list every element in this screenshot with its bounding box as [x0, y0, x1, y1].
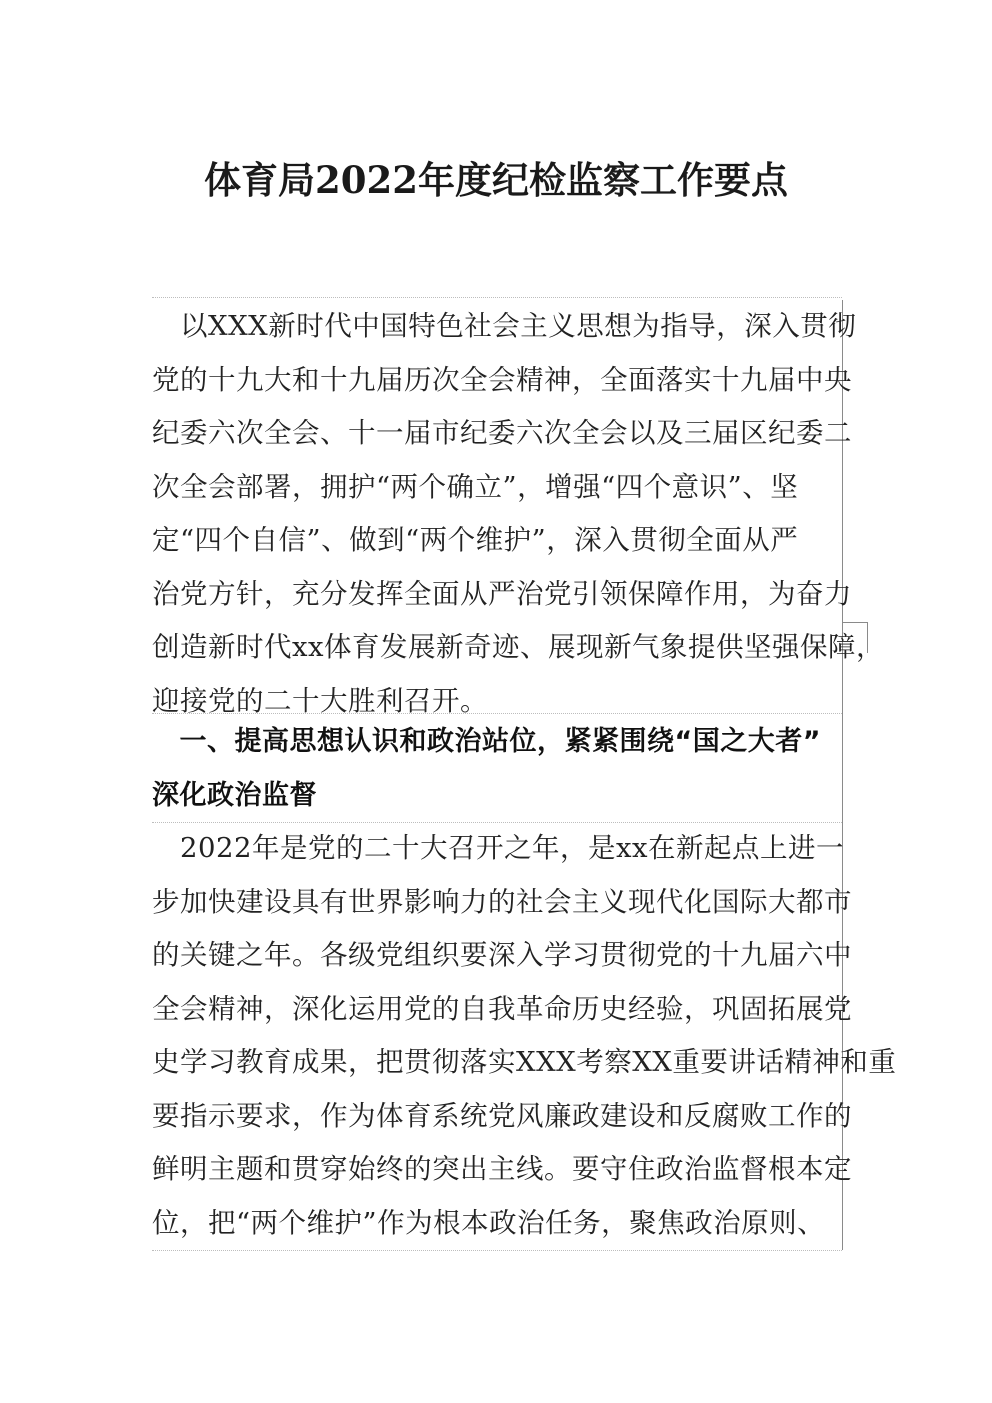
paragraph-top-rule: [152, 297, 842, 298]
paragraph-line: 次全会部署，拥护“两个确立”，增强“四个意识”、坚: [152, 470, 799, 503]
paragraph-line: 全会精神，深化运用党的自我革命历史经验，巩固拓展党: [152, 992, 852, 1025]
paragraph-intro: [152, 300, 885, 728]
paragraph-line: 纪委六次全会、十一届市纪委六次全会以及三届区纪委二: [152, 417, 852, 449]
margin-edge-mark: [843, 622, 868, 653]
paragraph-section-1: [152, 822, 897, 1250]
paragraph-line: 创造新时代xx体育发展新奇迹、展现新气象提供坚强保障，: [152, 631, 885, 663]
paragraph-line: 的关键之年。各级党组织要深入学习贯彻党的十九届六中: [152, 939, 852, 971]
paragraph-line: 迎接党的二十大胜利召开。: [152, 684, 488, 717]
section-divider-rule: [152, 713, 842, 714]
paragraph-line: 以XXX新时代中国特色社会主义思想为指导，深入贯彻: [152, 310, 857, 342]
paragraph-line: 步加快建设具有世界影响力的社会主义现代化国际大都市: [152, 885, 852, 918]
paragraph-line: 2022年是党的二十大召开之年，是xx在新起点上进一: [152, 832, 845, 864]
paragraph-bottom-rule: [152, 1250, 842, 1251]
paragraph-line: 位，把“两个维护”作为根本政治任务，聚焦政治原则、: [152, 1206, 826, 1239]
paragraph-line: 定“四个自信”、做到“两个维护”，深入贯彻全面从严: [152, 524, 799, 556]
heading-line: 深化政治监督: [152, 779, 317, 811]
paragraph-line: 史学习教育成果，把贯彻落实XXX考察XX重要讲话精神和重: [152, 1046, 897, 1078]
document-title: 体育局2022年度纪检监察工作要点: [204, 158, 788, 202]
paragraph-line: 党的十九大和十九届历次全会精神，全面落实十九届中央: [152, 363, 852, 396]
paragraph-line: 要指示要求，作为体育系统党风廉政建设和反腐败工作的: [152, 1099, 852, 1132]
heading-line: 一、提高思想认识和政治站位，紧紧围绕“国之大者”: [152, 726, 821, 757]
section-heading-1: [152, 715, 843, 822]
paragraph-line: 鲜明主题和贯穿始终的突出主线。要守住政治监督根本定: [152, 1153, 852, 1185]
paragraph-line: 治党方针，充分发挥全面从严治党引领保障作用，为奋力: [152, 577, 852, 610]
